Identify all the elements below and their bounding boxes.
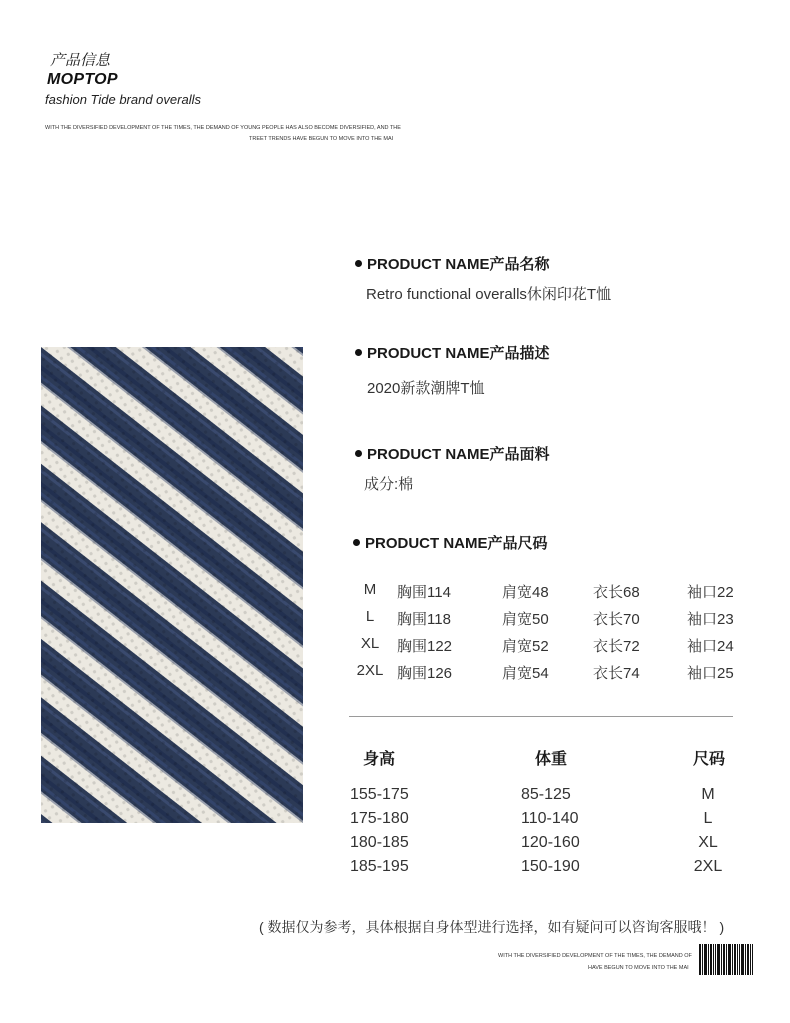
size-cell: 2XL xyxy=(356,662,384,679)
rec-size-cell: XL xyxy=(698,834,718,851)
size-table-row xyxy=(0,662,790,684)
rec-size-cell: L xyxy=(703,810,713,827)
section-title-product-desc xyxy=(355,342,550,363)
shoulder-cell: 肩宽48 xyxy=(502,584,549,601)
shoulder-cell: 肩宽52 xyxy=(502,638,549,655)
rec-weight-cell: 85-125 xyxy=(521,786,571,803)
header-title-cn: 产品信息 xyxy=(50,52,111,69)
length-cell: 衣长70 xyxy=(593,611,640,628)
product-fabric-value: 成分:棉 xyxy=(364,476,414,493)
rec-table-row xyxy=(0,834,790,856)
header-tiny-line-1: WITH THE DIVERSIFIED DEVELOPMENT OF THE TIMES, THE DEMAND OF YOUNG PEOPLE HAS ALSO BECOME DIVERSIFIED, AND THE xyxy=(45,125,401,131)
size-cell: XL xyxy=(360,635,380,652)
size-cell: M xyxy=(363,581,377,598)
bullet-dot-icon xyxy=(355,260,362,267)
rec-height-cell: 185-195 xyxy=(350,858,409,875)
length-cell: 衣长72 xyxy=(593,638,640,655)
header-tiny-line-2: TREET TRENDS HAVE BEGUN TO MOVE INTO THE MAI xyxy=(249,136,394,142)
rec-table-row xyxy=(0,858,790,880)
rec-weight-cell: 120-160 xyxy=(521,834,580,851)
chest-cell: 胸围118 xyxy=(397,611,451,628)
rec-height-cell: 175-180 xyxy=(350,810,409,827)
rec-table-row xyxy=(0,810,790,832)
divider xyxy=(349,716,733,717)
bullet-dot-icon xyxy=(355,349,362,356)
bullet-dot-icon xyxy=(355,450,362,457)
rec-weight-cell: 150-190 xyxy=(521,858,580,875)
product-desc-value: 2020新款潮牌T恤 xyxy=(367,380,485,397)
rec-header-size: 尺码 xyxy=(693,751,726,768)
rec-table-row xyxy=(0,786,790,808)
brand-name: MOPTOP xyxy=(47,71,118,88)
rec-header-height: 身高 xyxy=(363,751,396,768)
shoulder-cell: 肩宽50 xyxy=(502,611,549,628)
rec-size-cell: M xyxy=(701,786,715,803)
chest-cell: 胸围126 xyxy=(397,665,453,682)
section-title-text: PRODUCT NAME产品描述 xyxy=(367,345,550,362)
size-table-row xyxy=(0,635,790,657)
rec-height-cell: 155-175 xyxy=(350,786,409,803)
size-table-row xyxy=(0,608,790,630)
length-cell: 衣长68 xyxy=(593,584,640,601)
rec-weight-cell: 110-140 xyxy=(521,810,579,827)
header-subtitle: fashion Tide brand overalls xyxy=(45,92,201,107)
barcode-icon xyxy=(699,944,753,975)
cuff-cell: 袖口22 xyxy=(687,584,734,601)
cuff-cell: 袖口23 xyxy=(687,611,734,628)
cuff-cell: 袖口24 xyxy=(687,638,734,655)
section-title-product-size xyxy=(353,532,548,553)
section-title-product-fabric xyxy=(355,443,550,464)
size-table-row xyxy=(0,581,790,603)
section-title-text: PRODUCT NAME产品面料 xyxy=(367,446,550,463)
footer-tiny-line-1: WITH THE DIVERSIFIED DEVELOPMENT OF THE TIMES, THE DEMAND OF xyxy=(498,953,692,959)
chest-cell: 胸围122 xyxy=(397,638,453,655)
cuff-cell: 袖口25 xyxy=(687,665,734,682)
rec-header-weight: 体重 xyxy=(535,751,568,768)
footer-tiny-line-2: HAVE BEGUN TO MOVE INTO THE MAI xyxy=(588,965,689,971)
rec-size-cell: 2XL xyxy=(693,858,723,875)
product-name-value: Retro functional overalls休闲印花T恤 xyxy=(366,286,612,303)
section-title-text: PRODUCT NAME产品尺码 xyxy=(365,535,548,552)
bullet-dot-icon xyxy=(353,539,360,546)
section-title-text: PRODUCT NAME产品名称 xyxy=(367,256,550,273)
shoulder-cell: 肩宽54 xyxy=(502,665,549,682)
length-cell: 衣长74 xyxy=(593,665,640,682)
reference-note: ( 数据仅为参考，具体根据自身体型进行选择，如有疑问可以咨询客服哦！ ) xyxy=(259,919,725,935)
size-cell: L xyxy=(365,608,375,625)
chest-cell: 胸围114 xyxy=(397,584,451,601)
rec-height-cell: 180-185 xyxy=(350,834,409,851)
section-title-product-name xyxy=(355,253,550,274)
